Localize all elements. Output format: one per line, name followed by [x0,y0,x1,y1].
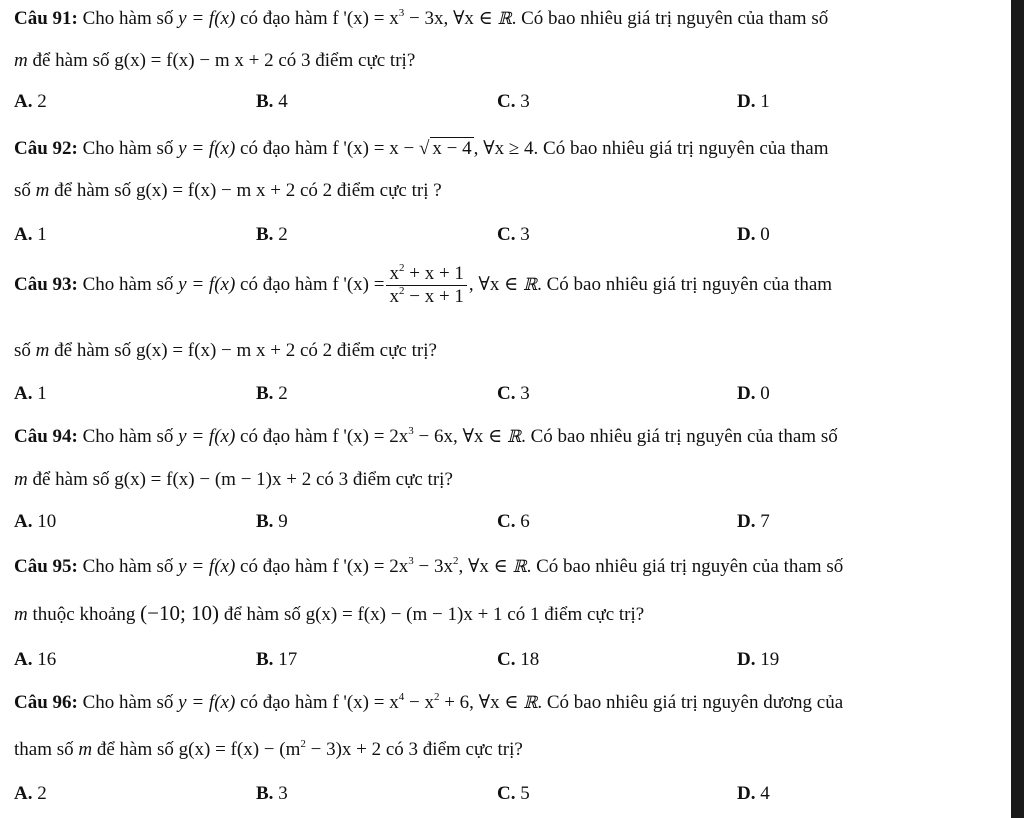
param-m: m [14,604,28,625]
function-y: y = f(x) [178,426,236,447]
question-94-line-2 [14,469,1006,491]
question-91-line-1 [14,8,1006,30]
question-92-line-1 [14,137,1006,160]
question-text: có đạo hàm [240,8,328,29]
answer-option-b[interactable]: B. 3 [256,783,288,804]
question-text: để hàm số [49,180,136,201]
answer-option-d[interactable]: D. 0 [737,383,770,404]
question-text: . Có bao nhiêu giá trị nguyên dương của [537,692,844,713]
derivative-formula: f '$(x) = x^3 - 3x$, ∀x ∈ ℝ [332,7,512,29]
derivative-formula: f '(x) = x − √ x − 4 , ∀x ≥ 4 [332,138,534,159]
question-text: có đạo hàm [240,138,328,159]
interval: (−10; 10) [140,601,220,625]
function-g: g(x) = f(x) − m x + 2 [135,340,296,361]
answer-option-a[interactable]: A. 2 [14,91,47,112]
answer-option-d[interactable]: D. 19 [737,649,780,670]
question-text: có 2 điểm cực trị? [295,340,437,361]
question-text: có đạo hàm [240,556,328,577]
question-text: . Có bao nhiêu giá trị nguyên của tham [537,274,833,295]
question-label: Câu 95: [14,556,78,577]
question-text: có 3 điểm cực trị? [311,469,453,490]
question-text: Cho hàm số [82,556,174,577]
function-g: $g(x) = f(x) - (m^2 - 3)x + 2$ [178,738,382,760]
derivative-formula: f '$(x) = x^4 - x^2 + 6$, ∀x ∈ ℝ [332,691,538,713]
question-text: để hàm số [219,604,306,625]
question-text: để hàm số [27,469,115,490]
answer-option-a[interactable]: A. 16 [14,649,57,670]
answer-option-d[interactable]: D. 1 [737,91,770,112]
question-95-line-1 [14,556,1006,578]
param-m: m [14,469,28,490]
answer-option-b[interactable]: B. 2 [256,383,288,404]
question-text: có đạo hàm [240,692,328,713]
param-m: m [78,739,93,760]
question-text: Cho hàm số [82,426,174,447]
answer-option-c[interactable]: C. 3 [497,224,530,245]
param-m: m [14,50,28,71]
derivative-formula: f '(x) = $\frac{x^2 + x + 1}{x^2 - x + 1}$ , ∀x ∈ ℝ [332,262,538,308]
question-93-line-1 [14,262,1006,308]
answer-option-b[interactable]: B. 2 [256,224,288,245]
question-96-line-1 [14,692,1006,714]
param-m: m [35,180,50,201]
question-text: có 1 điểm cực trị? [502,604,645,625]
answer-option-b[interactable]: B. 4 [256,91,288,112]
question-text: tham số [14,739,79,760]
question-text: có 3 điểm cực trị? [381,739,523,760]
answer-option-d[interactable]: D. 7 [737,511,770,532]
answer-option-b[interactable]: B. 17 [256,649,298,670]
question-label: Câu 93: [14,274,78,295]
question-text: thuộc khoảng [27,604,141,625]
question-text: để hàm số [27,50,115,71]
answer-option-c[interactable]: C. 3 [497,91,530,112]
answer-option-d[interactable]: D. 0 [737,224,770,245]
right-edge-bar [1011,0,1024,818]
answer-option-a[interactable]: A. 10 [14,511,57,532]
question-text: . Có bao nhiêu giá trị nguyên của tham [533,138,829,159]
question-label: Câu 91: [14,8,78,29]
question-text: số [14,340,36,361]
question-text: Cho hàm số [82,692,174,713]
question-96-line-2 [14,739,1006,761]
answer-option-c[interactable]: C. 6 [497,511,530,532]
answer-option-a[interactable]: A. 1 [14,224,47,245]
param-m: m [35,340,50,361]
question-text: có đạo hàm [240,274,328,295]
function-y: y = f(x) [178,274,236,295]
question-text: Cho hàm số [82,8,174,29]
question-label: Câu 96: [14,692,78,713]
function-g: g(x) = f(x) − m x + 2 [135,180,296,201]
question-text: Cho hàm số [82,138,174,159]
question-text: . Có bao nhiêu giá trị nguyên của tham số [521,426,838,447]
question-93-line-2 [14,340,1006,362]
question-text: có 2 điểm cực trị ? [295,180,442,201]
answer-option-a[interactable]: A. 2 [14,783,47,804]
question-text: để hàm số [49,340,136,361]
question-94-line-1 [14,426,1006,448]
question-label: Câu 92: [14,138,78,159]
question-95-line-2 [14,602,1006,626]
question-text: để hàm số [92,739,179,760]
answer-option-d[interactable]: D. 4 [737,783,770,804]
question-text: có đạo hàm [240,426,328,447]
answer-option-b[interactable]: B. 9 [256,511,288,532]
question-text: số [14,180,36,201]
function-y: y = f(x) [178,8,236,29]
function-y: y = f(x) [178,692,236,713]
answer-option-a[interactable]: A. 1 [14,383,47,404]
question-text: . Có bao nhiêu giá trị nguyên của tham số [511,8,829,29]
answer-option-c[interactable]: C. 3 [497,383,530,404]
question-text: . Có bao nhiêu giá trị nguyên của tham số [526,556,844,577]
derivative-formula: f '$(x) = 2x^3 - 6x$, ∀x ∈ ℝ [332,425,522,447]
derivative-formula: f '$(x) = 2x^3 - 3x^2$, ∀x ∈ ℝ [332,555,527,577]
question-91-line-2 [14,50,1006,72]
question-text: Cho hàm số [82,274,174,295]
question-92-line-2 [14,180,1006,202]
question-text: có 3 điểm cực trị? [273,50,416,71]
function-g: g(x) = f(x) − m x + 2 [114,50,274,71]
function-g: g(x) = f(x) − (m − 1)x + 2 [114,469,312,490]
question-label: Câu 94: [14,426,78,447]
answer-option-c[interactable]: C. 18 [497,649,540,670]
function-g: g(x) = f(x) − (m − 1)x + 1 [305,604,503,625]
fraction: $\frac{x^2 + x + 1}{x^2 - x + 1}$ [386,263,466,308]
function-y: y = f(x) [178,556,236,577]
answer-option-c[interactable]: C. 5 [497,783,530,804]
function-y: y = f(x) [178,138,236,159]
